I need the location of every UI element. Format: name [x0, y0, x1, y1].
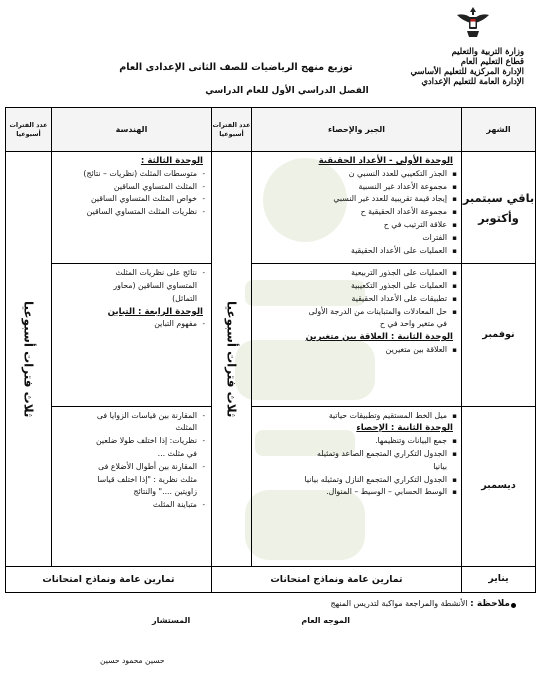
algebra-cell [252, 152, 462, 264]
eagle-emblem-icon [453, 3, 493, 41]
unit-heading: الوحدة الأولى - الأعداد الحقيقية [318, 156, 453, 166]
topic-item: - نتائج على نظريات المثلث [54, 267, 207, 280]
algebra-review-cell: تمارين عامة ونماذج امتحانات [212, 566, 462, 592]
unit-heading: الوحدة الثالثة : [140, 156, 203, 166]
document-title: توزيع منهج الرياضيات للصف الثانى الإعدادى العام [119, 62, 353, 73]
topic-list [254, 155, 457, 257]
header-algebra: الجبر والإحصاء [252, 108, 462, 152]
topic-item: - خواص المثلث المتساوي الساقين [54, 193, 207, 206]
topic-item: بيانيا [433, 461, 447, 471]
topic-item: ▪ حل المعادلات والمتباينات من الدرجة الأولى [254, 306, 457, 319]
topic-item: - متوسطات المثلث (نظريات – نتائج) [54, 168, 207, 181]
signature-name: حسين محمود حسين [100, 656, 165, 665]
algebra-period-text: ثلاث فترات أسبوعيا [224, 300, 239, 418]
algebra-cell [252, 264, 462, 406]
topic-item: في متغير واحد في ح [379, 319, 447, 329]
header-month: الشهر [462, 108, 536, 152]
advisor-label: المستشار [152, 616, 191, 625]
ministry-block [374, 46, 524, 86]
topic-item: - مفهوم التباين [54, 318, 207, 331]
topic-item: ▪ جمع البيانات وتنظيمها. [254, 435, 457, 448]
ministry-line: الإدارة العامة للتعليم الإعدادي [421, 76, 524, 86]
topic-item: ▪ مجموعة الأعداد غير النسبية [254, 181, 457, 194]
topic-list [54, 155, 207, 219]
document-subtitle: الفصل الدراسي الأول للعام الدراسي [205, 86, 369, 96]
algebra-cell [252, 406, 462, 566]
note-text: الأنشطة والمراجعة مواكبة لتدريس المنهج [330, 599, 468, 608]
topic-list [254, 410, 457, 500]
topic-item: ▪ العمليات على الأعداد الحقيقية [254, 245, 457, 258]
topic-list [254, 267, 457, 357]
note-bullet-icon [511, 603, 516, 608]
topic-item: ▪ الجذر التكعيبي للعدد النسبي ن [254, 168, 457, 181]
unit-heading: الوحدة الثانية : الإحصاء [356, 423, 453, 434]
topic-item: - المقارنة بين أطوال الأضلاع فى [54, 461, 207, 474]
topic-item: - المقارنة بين قياسات الزوايا فى [54, 410, 207, 423]
topic-item: ▪ إيجاد قيمة تقريبية للعدد غير النسبي [254, 193, 457, 206]
table-row [6, 152, 536, 264]
topic-item: ▪ العمليات على الجذور التكعيبية [254, 280, 457, 293]
geometry-cell [52, 152, 212, 264]
topic-item: مثلث نظرية : "إذا اختلف قياسا [97, 474, 197, 484]
geometry-period-cell [6, 152, 52, 567]
topic-item: ▪ مجموعة الأعداد الحقيقية ح [254, 206, 457, 219]
topic-item: التماثل) [172, 293, 197, 303]
header-algebra-weeks: عدد الفترات أسبوعيا [212, 108, 252, 152]
supervisor-label: الموجه العام [301, 616, 350, 625]
month-cell: ديسمبر [462, 406, 536, 566]
geometry-review-cell: تمارين عامة ونماذج امتحانات [6, 566, 212, 592]
topic-item: - نظريات: إذا اختلف طولا ضلعين [54, 435, 207, 448]
table-row [6, 566, 536, 592]
topic-item: ▪ ميل الخط المستقيم وتطبيقات حياتية [254, 410, 457, 423]
topic-item: ▪ الجدول التكراري المتجمع الصاعد وتمثيله [254, 448, 457, 461]
month-cell: نوفمبر [462, 264, 536, 406]
geometry-cell [52, 264, 212, 406]
ministry-line: وزارة التربية والتعليم [451, 46, 524, 56]
topic-item: ▪ الوسط الحسابي – الوسيط – المنوال. [254, 486, 457, 499]
month-cell: باقي سبتمبر وأكتوبر [462, 152, 536, 264]
note-label: ملاحظة : [470, 599, 510, 609]
unit-heading: الوحدة الثانية : العلاقة بين متغيرين [305, 332, 453, 343]
topic-item: ▪ الفترات [254, 232, 457, 245]
unit-heading: الوحدة الرابعة : التباين [107, 306, 203, 317]
topic-item: زاويتين ...." والنتائج [133, 487, 197, 497]
topic-item: - متباينة المثلث [54, 499, 207, 512]
topic-list [54, 267, 207, 331]
table-row [6, 406, 536, 566]
ministry-line: الإدارة المركزية للتعليم الأساسي [410, 66, 524, 76]
topic-item: ▪ العمليات على الجذور التربيعية [254, 267, 457, 280]
topic-item: ▪ علاقة الترتيب في ح [254, 219, 457, 232]
algebra-period-cell [212, 152, 252, 567]
geometry-period-text: ثلاث فترات أسبوعيا [21, 300, 36, 418]
document-header [0, 0, 542, 112]
curriculum-table [5, 107, 536, 593]
geometry-cell [52, 406, 212, 566]
topic-item: ▪ العلاقة بين متغيرين [254, 344, 457, 357]
header-geometry: الهندسة [52, 108, 212, 152]
topic-item: المثلث [175, 423, 197, 433]
table-row [6, 264, 536, 406]
topic-item: ▪ تطبيقات على الأعداد الحقيقية [254, 293, 457, 306]
ministry-line: قطاع التعليم العام [460, 56, 524, 66]
header-geometry-weeks: عدد الفترات أسبوعيا [6, 108, 52, 152]
note [331, 599, 511, 609]
topic-item: ▪ الجدول التكراري المتجمع النازل وتمثيله بيانيا [254, 474, 457, 487]
topic-item: - المثلث المتساوي الساقين [54, 181, 207, 194]
topic-item: المتساوي الساقين (محاور [113, 281, 197, 291]
topic-item: - نظريات المثلث المتساوي الساقين [54, 206, 207, 219]
topic-item: في مثلث ... [157, 448, 197, 458]
month-cell: يناير [462, 566, 536, 592]
topic-list [54, 410, 207, 512]
